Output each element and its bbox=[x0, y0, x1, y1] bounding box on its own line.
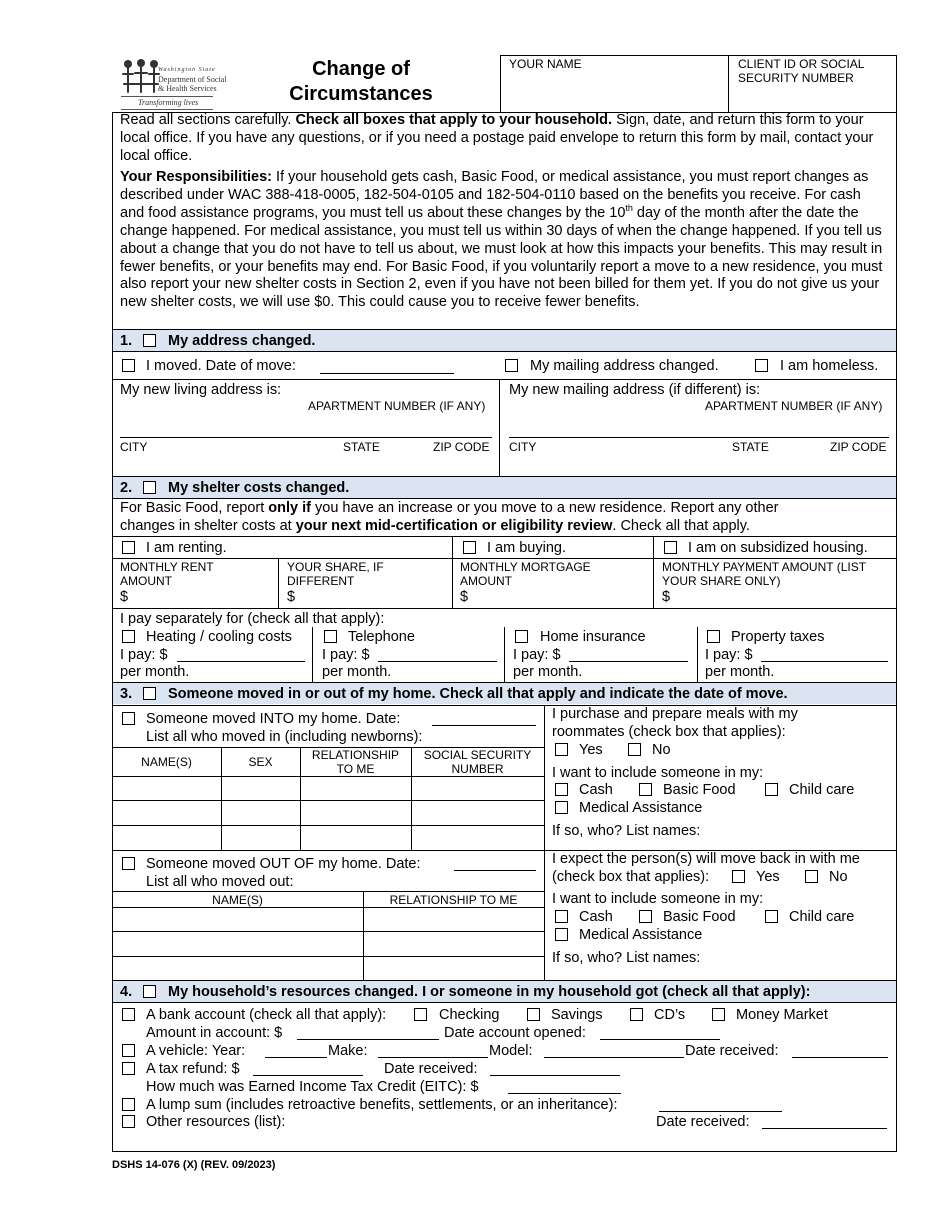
mortgage-label-1: MONTHLY MORTGAGE bbox=[460, 560, 591, 574]
moved-into-date-field[interactable] bbox=[432, 725, 536, 726]
share-label-2: DIFFERENT bbox=[287, 574, 355, 588]
other-resources-checkbox[interactable] bbox=[122, 1115, 135, 1128]
property-taxes-checkbox[interactable] bbox=[707, 630, 720, 643]
vehicle-date-received-field[interactable] bbox=[792, 1057, 888, 1058]
telephone-label: Telephone bbox=[348, 629, 415, 645]
pay-separately-label: I pay separately for (check all that apply): bbox=[120, 611, 385, 627]
your-name-field[interactable] bbox=[500, 55, 729, 112]
money-market-checkbox[interactable] bbox=[712, 1008, 725, 1021]
out-cash-checkbox[interactable] bbox=[555, 910, 568, 923]
expect-yes-checkbox[interactable] bbox=[732, 870, 745, 883]
logo-state: Washington State bbox=[158, 67, 216, 73]
moved-out-list-label: List all who moved out: bbox=[146, 874, 294, 890]
payment-label-2: YOUR SHARE ONLY) bbox=[662, 574, 781, 588]
into-col-relationship-2: TO ME bbox=[336, 762, 375, 776]
section-3-number: 3. bbox=[120, 686, 133, 702]
meals-label-2: roommates (check box that applies): bbox=[552, 724, 786, 740]
cds-checkbox[interactable] bbox=[630, 1008, 643, 1021]
heating-label: Heating / cooling costs bbox=[146, 629, 292, 645]
eitc-field[interactable] bbox=[508, 1093, 621, 1094]
moved-into-table-rows[interactable] bbox=[113, 777, 544, 850]
checking-label: Checking bbox=[439, 1007, 500, 1023]
vehicle-label: A vehicle: Year: bbox=[146, 1043, 246, 1059]
in-child-care-checkbox[interactable] bbox=[765, 783, 778, 796]
homeless-checkbox[interactable] bbox=[755, 359, 768, 372]
moved-into-list-label: List all who moved in (including newborns): bbox=[146, 729, 423, 745]
moved-out-date-field[interactable] bbox=[454, 870, 536, 871]
heating-checkbox[interactable] bbox=[122, 630, 135, 643]
vehicle-date-received-label: Date received: bbox=[685, 1043, 779, 1059]
section-4-title: My household’s resources changed. I or someone in my household got (check all that apply): bbox=[168, 984, 811, 1000]
out-col-relationship: RELATIONSHIP TO ME bbox=[389, 893, 518, 907]
eitc-label: How much was Earned Income Tax Credit (EITC): $ bbox=[146, 1079, 479, 1095]
title-line-2: Circumstances bbox=[289, 83, 433, 105]
in-medical-checkbox[interactable] bbox=[555, 801, 568, 814]
other-resources-label: Other resources (list): bbox=[146, 1114, 286, 1130]
model-label: Model: bbox=[489, 1043, 533, 1059]
property-taxes-label: Property taxes bbox=[731, 629, 825, 645]
heating-per-month: per month. bbox=[120, 664, 190, 680]
section-3-title: Someone moved in or out of my home. Check all that apply and indicate the date of move. bbox=[168, 686, 788, 702]
subsidized-label: I am on subsidized housing. bbox=[688, 540, 868, 556]
heating-amount-field[interactable] bbox=[177, 661, 305, 662]
out-if-so-label: If so, who? List names: bbox=[552, 950, 701, 966]
mailing-apartment-label: APARTMENT NUMBER (IF ANY) bbox=[705, 399, 883, 413]
form-number-footer: DSHS 14-076 (X) (REV. 09/2023) bbox=[112, 1159, 276, 1171]
meals-label-1: I purchase and prepare meals with my bbox=[552, 706, 798, 722]
vehicle-model-field[interactable] bbox=[544, 1057, 684, 1058]
intro-paragraph-2: Your Responsibilities: If your household gets cash, Basic Food, or medical assistance, you must report changes as described under WAC 388-418-0005, 182-504-0105 and 182-504-0110 based on the benefits you receive. For cash and food assistance programs, you must tell us about these changes by the 10th day of the month after the date the change happened. For medical assistance, you must tell us within 30 days of when the change happened. If you tell us about a change that you do not have to tell us about, we must look at how this impacts your benefits. This may result in fewer benefits, or your benefits may end. For Basic Food, if you voluntarily report a move to a new residence, you must also report your new shelter costs in Section 2, even if you have not been billed for them yet. If you do not give us your new shelter costs, we will use $0. This could cause you to receive fewer benefits. bbox=[120, 169, 883, 311]
mailing-zip-label: ZIP CODE bbox=[830, 440, 887, 454]
subsidized-checkbox[interactable] bbox=[664, 541, 677, 554]
telephone-checkbox[interactable] bbox=[324, 630, 337, 643]
home-insurance-per-month: per month. bbox=[513, 664, 583, 680]
in-basic-food-label: Basic Food bbox=[663, 782, 736, 798]
mailing-changed-label: My mailing address changed. bbox=[530, 358, 719, 374]
cds-label: CD’s bbox=[654, 1007, 686, 1023]
savings-checkbox[interactable] bbox=[527, 1008, 540, 1021]
other-date-received-label: Date received: bbox=[656, 1114, 750, 1130]
out-child-care-label: Child care bbox=[789, 909, 855, 925]
expect-yes-label: Yes bbox=[756, 869, 780, 885]
into-col-names: NAME(S) bbox=[141, 755, 192, 769]
mortgage-amount-field[interactable]: $ bbox=[460, 589, 469, 605]
shelter-note-line-2: changes in shelter costs at your next mid-certification or eligibility review. Check all that apply. bbox=[120, 518, 750, 534]
mailing-state-label: STATE bbox=[732, 440, 769, 454]
out-basic-food-checkbox[interactable] bbox=[639, 910, 652, 923]
in-cash-checkbox[interactable] bbox=[555, 783, 568, 796]
bank-account-checkbox[interactable] bbox=[122, 1008, 135, 1021]
expect-no-label: No bbox=[829, 869, 848, 885]
mailing-city-label: CITY bbox=[509, 440, 537, 454]
into-col-ssn-2: NUMBER bbox=[451, 762, 504, 776]
living-city-label: CITY bbox=[120, 440, 148, 454]
logo-dept-1: Department of Social bbox=[158, 75, 227, 84]
property-per-month: per month. bbox=[705, 664, 775, 680]
moved-into-label: Someone moved INTO my home. Date: bbox=[146, 711, 401, 727]
include-label-in: I want to include someone in my: bbox=[552, 765, 764, 781]
in-cash-label: Cash bbox=[579, 782, 613, 798]
include-label-out: I want to include someone in my: bbox=[552, 891, 764, 907]
meals-yes-label: Yes bbox=[579, 742, 603, 758]
in-basic-food-checkbox[interactable] bbox=[639, 783, 652, 796]
client-id-field[interactable] bbox=[728, 55, 897, 112]
buying-checkbox[interactable] bbox=[463, 541, 476, 554]
home-insurance-label: Home insurance bbox=[540, 629, 646, 645]
renting-label: I am renting. bbox=[146, 540, 227, 556]
living-apartment-label: APARTMENT NUMBER (IF ANY) bbox=[308, 399, 486, 413]
out-medical-label: Medical Assistance bbox=[579, 927, 703, 943]
tax-refund-field[interactable] bbox=[253, 1075, 363, 1076]
section-2-number: 2. bbox=[120, 480, 133, 496]
mailing-changed-checkbox[interactable] bbox=[505, 359, 518, 372]
moved-out-label: Someone moved OUT OF my home. Date: bbox=[146, 856, 421, 872]
section-1-title: My address changed. bbox=[168, 333, 316, 349]
living-zip-label: ZIP CODE bbox=[433, 440, 490, 454]
into-col-ssn-1: SOCIAL SECURITY bbox=[423, 748, 532, 762]
telephone-amount-field[interactable] bbox=[378, 661, 497, 662]
telephone-i-pay-label: I pay: $ bbox=[322, 647, 370, 663]
rent-label-2: AMOUNT bbox=[120, 574, 172, 588]
living-address-field[interactable] bbox=[120, 437, 492, 438]
out-cash-label: Cash bbox=[579, 909, 613, 925]
page-title bbox=[250, 57, 472, 107]
vehicle-make-field[interactable] bbox=[378, 1057, 488, 1058]
title-line-1: Change of bbox=[312, 58, 410, 80]
lump-sum-label: A lump sum (includes retroactive benefits, settlements, or an inheritance): bbox=[146, 1097, 618, 1113]
savings-label: Savings bbox=[551, 1007, 603, 1023]
homeless-label: I am homeless. bbox=[780, 358, 879, 374]
intro-paragraph-1: Read all sections carefully. Check all boxes that apply to your household. Sign, date, and return this form to your local office. If you have any questions, or if you need a postage paid envelope to return this form by mail, contact your local office. bbox=[120, 112, 874, 164]
rent-label-1: MONTHLY RENT bbox=[120, 560, 214, 574]
make-label: Make: bbox=[328, 1043, 368, 1059]
tax-refund-label: A tax refund: $ bbox=[146, 1061, 240, 1077]
meals-no-checkbox[interactable] bbox=[628, 743, 641, 756]
expect-label-2: (check box that applies): bbox=[552, 869, 710, 885]
share-amount-field[interactable]: $ bbox=[287, 589, 296, 605]
your-name-label: YOUR NAME bbox=[509, 57, 582, 71]
section-3-checkbox[interactable] bbox=[143, 687, 156, 700]
home-insurance-amount-field[interactable] bbox=[569, 661, 688, 662]
mailing-address-field[interactable] bbox=[509, 437, 889, 438]
out-col-names: NAME(S) bbox=[212, 893, 263, 907]
expect-no-checkbox[interactable] bbox=[805, 870, 818, 883]
out-medical-checkbox[interactable] bbox=[555, 928, 568, 941]
moved-into-checkbox[interactable] bbox=[122, 712, 135, 725]
section-2-checkbox[interactable] bbox=[143, 481, 156, 494]
in-if-so-label: If so, who? List names: bbox=[552, 823, 701, 839]
living-state-label: STATE bbox=[343, 440, 380, 454]
meals-no-label: No bbox=[652, 742, 671, 758]
move-date-field[interactable] bbox=[320, 373, 454, 374]
logo-tagline: Transforming lives bbox=[138, 98, 199, 107]
home-insurance-checkbox[interactable] bbox=[515, 630, 528, 643]
section-4-number: 4. bbox=[120, 984, 133, 1000]
moved-out-table-rows[interactable] bbox=[113, 908, 544, 980]
vehicle-year-field[interactable] bbox=[265, 1057, 327, 1058]
tax-date-received-label: Date received: bbox=[384, 1061, 478, 1077]
expect-label-1: I expect the person(s) will move back in with me bbox=[552, 851, 860, 867]
payment-label-1: MONTHLY PAYMENT AMOUNT (LIST bbox=[662, 560, 867, 574]
lump-sum-checkbox[interactable] bbox=[122, 1098, 135, 1111]
section-1-number: 1. bbox=[120, 333, 133, 349]
payment-amount-field[interactable]: $ bbox=[662, 589, 671, 605]
property-i-pay-label: I pay: $ bbox=[705, 647, 753, 663]
other-date-received-field[interactable] bbox=[762, 1128, 887, 1129]
moved-label: I moved. Date of move: bbox=[146, 358, 296, 374]
money-market-label: Money Market bbox=[736, 1007, 828, 1023]
into-col-sex: SEX bbox=[248, 755, 273, 769]
amount-in-account-label: Amount in account: $ bbox=[146, 1025, 283, 1041]
client-id-label-2: SECURITY NUMBER bbox=[738, 71, 854, 85]
moved-out-checkbox[interactable] bbox=[122, 857, 135, 870]
client-id-label-1: CLIENT ID OR SOCIAL bbox=[738, 57, 865, 71]
checking-checkbox[interactable] bbox=[414, 1008, 427, 1021]
meals-yes-checkbox[interactable] bbox=[555, 743, 568, 756]
mortgage-label-2: AMOUNT bbox=[460, 574, 512, 588]
bank-account-label: A bank account (check all that apply): bbox=[146, 1007, 387, 1023]
home-insurance-i-pay-label: I pay: $ bbox=[513, 647, 561, 663]
lump-sum-field[interactable] bbox=[659, 1111, 782, 1112]
rent-amount-field[interactable]: $ bbox=[120, 589, 129, 605]
amount-in-account-field[interactable] bbox=[297, 1039, 439, 1040]
shelter-note-line-1: For Basic Food, report only if you have an increase or you move to a new residence. Report any other bbox=[120, 500, 779, 516]
section-1-checkbox[interactable] bbox=[143, 334, 156, 347]
vehicle-checkbox[interactable] bbox=[122, 1044, 135, 1057]
new-mailing-address-label: My new mailing address (if different) is: bbox=[509, 382, 761, 398]
out-basic-food-label: Basic Food bbox=[663, 909, 736, 925]
in-child-care-label: Child care bbox=[789, 782, 855, 798]
property-amount-field[interactable] bbox=[761, 661, 888, 662]
tax-refund-checkbox[interactable] bbox=[122, 1062, 135, 1075]
into-col-relationship-1: RELATIONSHIP bbox=[311, 748, 400, 762]
tax-date-received-field[interactable] bbox=[490, 1075, 620, 1076]
telephone-per-month: per month. bbox=[322, 664, 392, 680]
heating-i-pay-label: I pay: $ bbox=[120, 647, 168, 663]
section-4-checkbox[interactable] bbox=[143, 985, 156, 998]
dshs-logo-figures bbox=[121, 58, 161, 94]
share-label-1: YOUR SHARE, IF bbox=[287, 560, 384, 574]
moved-checkbox[interactable] bbox=[122, 359, 135, 372]
renting-checkbox[interactable] bbox=[122, 541, 135, 554]
logo-dept-2: & Health Services bbox=[158, 84, 217, 93]
date-opened-field[interactable] bbox=[600, 1039, 720, 1040]
buying-label: I am buying. bbox=[487, 540, 566, 556]
section-2-title: My shelter costs changed. bbox=[168, 480, 350, 496]
in-medical-label: Medical Assistance bbox=[579, 800, 703, 816]
out-child-care-checkbox[interactable] bbox=[765, 910, 778, 923]
date-opened-label: Date account opened: bbox=[444, 1025, 586, 1041]
new-living-address-label: My new living address is: bbox=[120, 382, 282, 398]
